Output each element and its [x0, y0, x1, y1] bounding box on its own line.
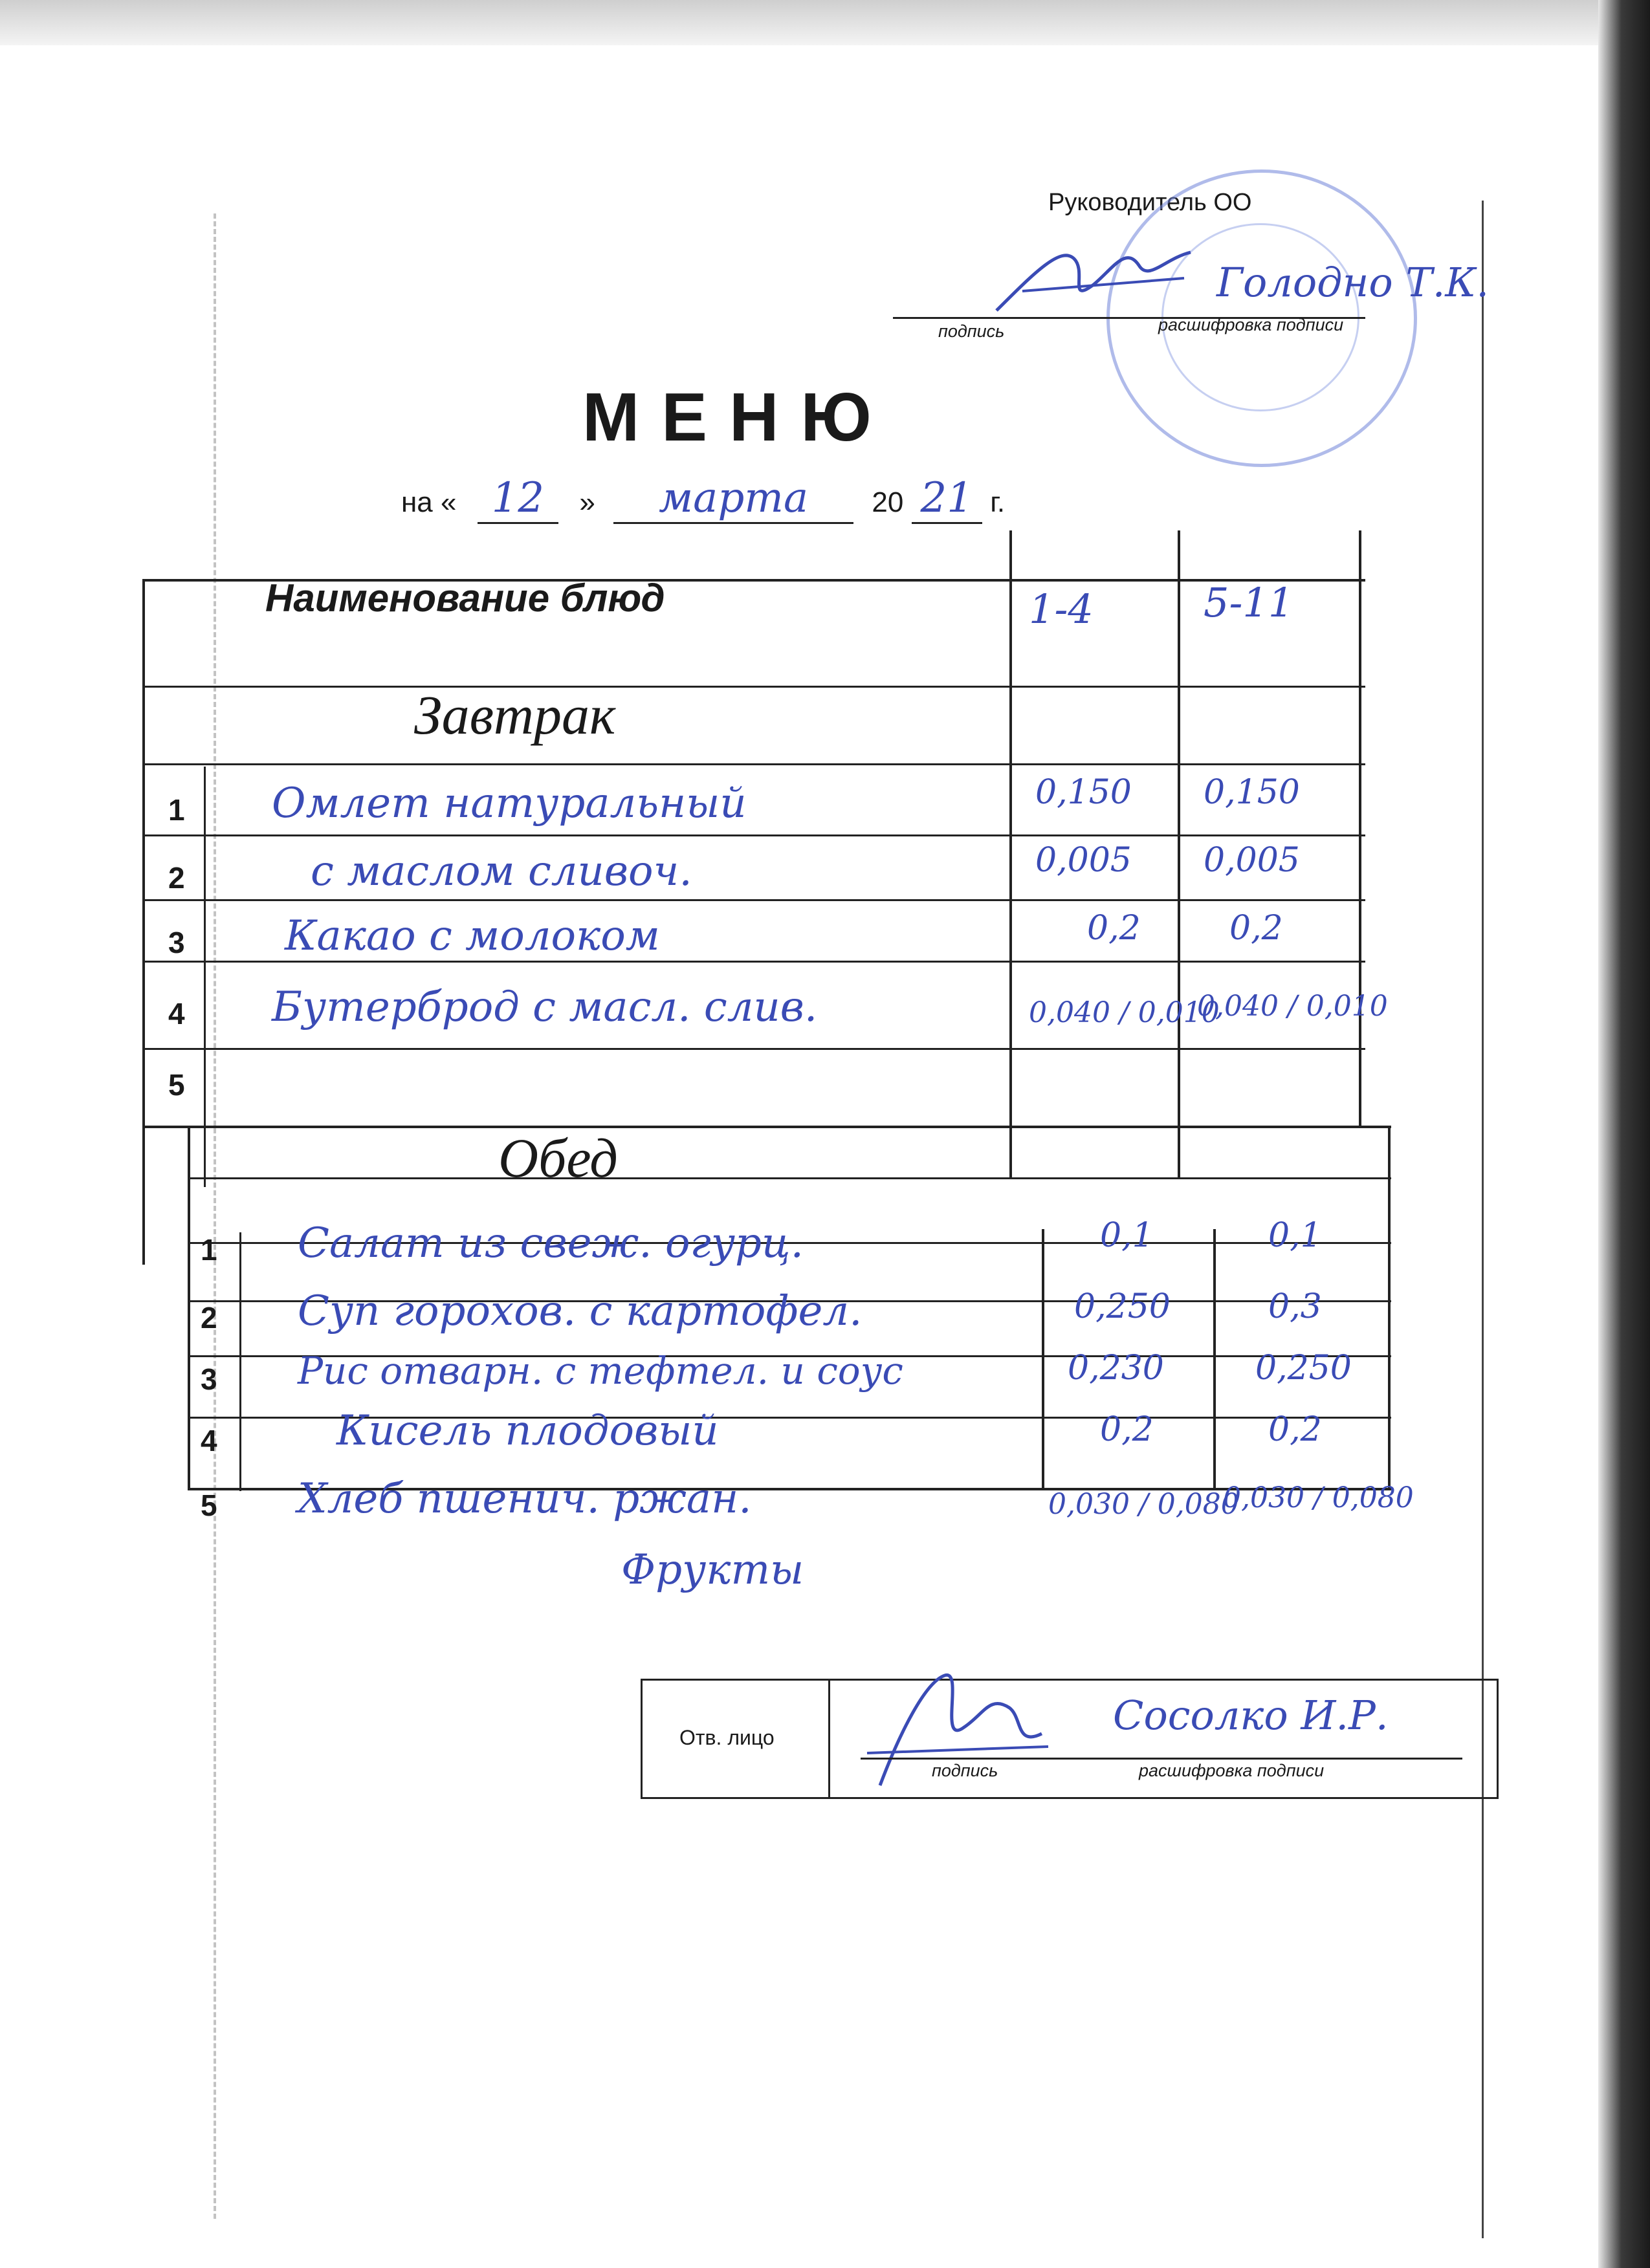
lunch-row-2-a: 0,250: [1074, 1287, 1171, 1326]
breakfast-row-4-a: 0,040 / 0,010: [1029, 996, 1220, 1029]
lunch-row-1-b: 0,1: [1268, 1216, 1322, 1255]
column-header-age-b: 5-11: [1204, 579, 1294, 626]
lunch-row-3-num: 3: [201, 1362, 217, 1396]
lunch-row-4-dish: Кисель плодовый: [336, 1407, 719, 1455]
lunch-row-5-a: 0,030 / 0,080: [1048, 1488, 1239, 1521]
breakfast-row-1-a: 0,150: [1035, 773, 1132, 812]
lunch-row-3-a: 0,230: [1068, 1349, 1164, 1388]
header-signature-caption: подпись: [938, 322, 1005, 341]
header-role: Руководитель ОО: [1048, 189, 1252, 216]
breakfast-row-4-dish: Бутерброд с масл. слив.: [272, 983, 818, 1031]
lunch-row-1-a: 0,1: [1100, 1216, 1154, 1255]
date-mid: »: [579, 486, 595, 518]
responsible-signature-line: [861, 1758, 1462, 1760]
lunch-row-4-num: 4: [201, 1424, 217, 1457]
lunch-row-1-dish: Салат из свеж. огурц.: [298, 1219, 804, 1267]
breakfast-row-1-dish: Омлет натуральный: [272, 780, 747, 827]
lunch-row-5-dish: Хлеб пшенич. ржан.: [298, 1475, 752, 1523]
lunch-row-4-b: 0,2: [1268, 1410, 1322, 1449]
date-suffix: г.: [990, 486, 1006, 518]
responsible-signature-caption: подпись: [932, 1761, 998, 1780]
responsible-decode-caption: расшифровка подписи: [1139, 1761, 1325, 1780]
date-month: марта: [613, 474, 853, 524]
date-year-suffix: 21: [912, 474, 982, 524]
breakfast-row-3-num: 3: [168, 926, 185, 959]
responsible-divider: [828, 1679, 830, 1797]
column-header-dish: Наименование блюд: [265, 576, 665, 620]
scan-shadow-top: [0, 0, 1650, 45]
header-decode-caption: расшифровка подписи: [1158, 315, 1344, 334]
breakfast-row-2-b: 0,005: [1204, 841, 1300, 880]
breakfast-row-1-b: 0,150: [1204, 773, 1300, 812]
date-line: [401, 474, 1005, 522]
lunch-row-2-num: 2: [201, 1301, 217, 1335]
responsible-label: Отв. лицо: [679, 1726, 775, 1749]
lunch-row-4-a: 0,2: [1100, 1410, 1154, 1449]
column-header-age-a: 1-4: [1029, 585, 1094, 633]
lunch-row-3-dish: Рис отварн. с тефтел. и соус: [298, 1349, 903, 1393]
scan-edge-right: [1598, 0, 1650, 2268]
breakfast-row-1-num: 1: [168, 793, 185, 827]
breakfast-row-5-num: 5: [168, 1068, 185, 1102]
responsible-signature-icon: [861, 1656, 1055, 1811]
page-title: МЕНЮ: [582, 379, 894, 455]
lunch-extra-note: Фрукты: [621, 1546, 804, 1594]
date-prefix: на «: [401, 486, 457, 518]
breakfast-row-3-b: 0,2: [1229, 909, 1283, 948]
header-signature-icon: [984, 233, 1204, 323]
date-day: 12: [478, 474, 558, 524]
breakfast-row-4-num: 4: [168, 997, 185, 1030]
breakfast-row-4-b: 0,040 / 0,010: [1197, 990, 1388, 1023]
breakfast-row-2-dish: с маслом сливоч.: [311, 847, 692, 895]
lunch-row-5-b: 0,030 / 0,080: [1223, 1481, 1414, 1514]
lunch-row-3-b: 0,250: [1255, 1349, 1352, 1388]
page-edge-right: [1482, 201, 1484, 2238]
breakfast-row-2-num: 2: [168, 861, 185, 895]
responsible-signature-name: Сосолко И.Р.: [1113, 1692, 1389, 1739]
breakfast-row-3-dish: Какао с молоком: [285, 912, 660, 960]
date-year-prefix: 20: [872, 486, 904, 518]
breakfast-row-2-a: 0,005: [1035, 841, 1132, 880]
section-title-lunch: Обед: [498, 1127, 618, 1189]
menu-table: [142, 530, 1391, 1585]
lunch-row-2-b: 0,3: [1268, 1287, 1322, 1326]
lunch-row-1-num: 1: [201, 1233, 217, 1267]
lunch-row-2-dish: Суп горохов. с картофел.: [298, 1287, 863, 1335]
header-signature-name: Голодно Т.К.: [1216, 259, 1490, 306]
section-title-breakfast: Завтрак: [414, 684, 616, 746]
breakfast-row-3-a: 0,2: [1087, 909, 1141, 948]
lunch-row-5-num: 5: [201, 1488, 217, 1522]
